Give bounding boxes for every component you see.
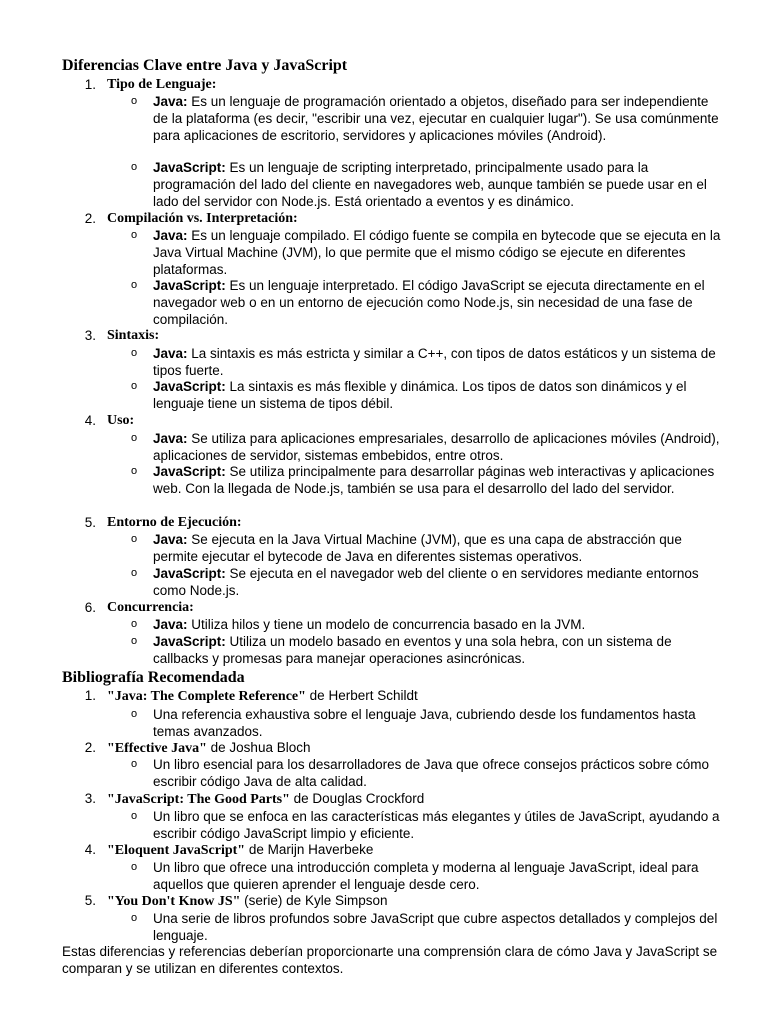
list-subitem	[153, 616, 723, 633]
book-title: "You Don't Know JS"	[107, 894, 241, 909]
subitem-text: Utiliza hilos y tiene un modelo de concurrencia basado en la JVM.	[187, 617, 586, 632]
book-description: Un libro que ofrece una introducción completa y moderna al lenguaje JavaScript, ideal para aquellos que quieren aprender el lenguaje desde cero.	[153, 860, 699, 892]
list-number: 4.	[84, 842, 96, 857]
subitem-label: JavaScript:	[153, 566, 226, 581]
subitem-label: JavaScript:	[153, 160, 226, 175]
book-author: de Marijn Haverbeke	[245, 842, 374, 857]
subitem-text: Es un lenguaje compilado. El código fuente se compila en bytecode que se ejecuta en la Java Virtual Machine (JVM), lo que permite que el mismo código se ejecute en diferentes plataformas.	[153, 228, 721, 277]
list-item-title: Tipo de Lenguaje:	[107, 77, 217, 92]
book-author: de Douglas Crockford	[289, 791, 425, 806]
list-subitem	[153, 633, 723, 667]
list-subitem	[153, 430, 723, 464]
subitem-text: Es un lenguaje interpretado. El código JavaScript se ejecuta directamente en el navegador web o en un entorno de ejecución como Node.js, sin necesidad de una fase de compilación.	[153, 278, 705, 327]
subitem-text: Se ejecuta en la Java Virtual Machine (JVM), que es una capa de abstracción que permite ejecutar el bytecode de Java en diferentes sistemas operativos.	[153, 532, 682, 564]
list-item-title: Compilación vs. Interpretación:	[107, 211, 298, 226]
book-description: Un libro esencial para los desarrolladores de Java que ofrece consejos prácticos sobre cómo escribir código Java de alta calidad.	[153, 757, 710, 789]
list-subitem	[153, 531, 723, 565]
list-subitem	[153, 345, 723, 379]
subitem-text: Se utiliza para aplicaciones empresariales, desarrollo de aplicaciones móviles (Android), aplicaciones de servidor, sistemas embebidos, entre otros.	[153, 431, 720, 463]
book-entry	[107, 687, 418, 705]
subitem-label: Java:	[153, 532, 188, 547]
list-item-title: Sintaxis:	[107, 328, 160, 343]
subitem-label: JavaScript:	[153, 634, 226, 649]
subitem-label: JavaScript:	[153, 278, 226, 293]
book-description: Una referencia exhaustiva sobre el lenguaje Java, cubriendo desde los fundamentos hasta temas avanzados.	[153, 707, 696, 739]
list-number: 1.	[84, 77, 96, 92]
book-entry	[107, 892, 387, 910]
list-item-title: Entorno de Ejecución:	[107, 515, 242, 530]
list-number: 3.	[84, 791, 96, 806]
book-title: "Effective Java"	[107, 741, 207, 756]
list-number: 4.	[84, 413, 96, 428]
list-item-title: Concurrencia:	[107, 600, 194, 615]
book-description: Un libro que se enfoca en las características más elegantes y útiles de JavaScript, ayudando a escribir código JavaScript limpio y eficiente.	[153, 809, 720, 841]
bullet-marker: o	[131, 533, 138, 545]
bullet-marker: o	[131, 279, 138, 291]
list-number: 5.	[84, 893, 96, 908]
subitem-text: La sintaxis es más estricta y similar a C++, con tipos de datos estáticos y un sistema de tipos fuerte.	[153, 346, 716, 378]
bullet-marker: o	[131, 861, 138, 873]
subitem-label: Java:	[153, 94, 188, 109]
subitem-text: Utiliza un modelo basado en eventos y una sola hebra, con un sistema de callbacks y promesas para manejar operaciones asincrónicas.	[153, 634, 672, 666]
book-entry	[107, 790, 424, 808]
section-heading: Diferencias Clave entre Java y JavaScript	[62, 57, 348, 74]
bullet-marker: o	[131, 635, 138, 647]
book-entry	[107, 739, 310, 757]
book-title: "JavaScript: The Good Parts"	[107, 792, 290, 807]
book-title: "Eloquent JavaScript"	[107, 843, 246, 858]
book-description: Una serie de libros profundos sobre JavaScript que cubre aspectos detallados y complejos del lenguaje.	[153, 911, 718, 943]
book-entry	[107, 841, 373, 859]
list-number: 6.	[84, 600, 96, 615]
subitem-label: Java:	[153, 431, 188, 446]
book-title: "Java: The Complete Reference"	[107, 689, 306, 704]
bullet-marker: o	[131, 567, 138, 579]
bullet-marker: o	[131, 229, 138, 241]
list-number: 1.	[84, 688, 96, 703]
list-subitem	[153, 159, 723, 210]
list-subitem	[153, 463, 723, 497]
book-author: de Joshua Bloch	[206, 740, 311, 755]
subitem-text: Se ejecuta en el navegador web del cliente o en servidores mediante entornos como Node.js.	[153, 566, 699, 598]
list-subitem	[153, 93, 723, 144]
bullet-marker: o	[131, 465, 138, 477]
bullet-marker: o	[131, 618, 138, 630]
book-author: de Herbert Schildt	[305, 688, 418, 703]
bullet-marker: o	[131, 347, 138, 359]
list-subitem	[153, 378, 723, 412]
list-number: 2.	[84, 211, 96, 226]
bullet-marker: o	[131, 432, 138, 444]
list-subitem	[153, 227, 723, 278]
list-subitem	[153, 277, 723, 328]
list-number: 3.	[84, 328, 96, 343]
book-author: (serie) de Kyle Simpson	[240, 893, 388, 908]
subitem-text: La sintaxis es más flexible y dinámica. Los tipos de datos son dinámicos y el lenguaje tiene un sistema de tipos débil.	[153, 379, 687, 411]
subitem-label: Java:	[153, 228, 188, 243]
bullet-marker: o	[131, 708, 138, 720]
bullet-marker: o	[131, 161, 138, 173]
subitem-label: JavaScript:	[153, 379, 226, 394]
list-number: 5.	[84, 515, 96, 530]
subitem-text: Es un lenguaje de programación orientado a objetos, diseñado para ser independiente de la plataforma (es decir, "escribir una vez, ejecutar en cualquier lugar"). Se usa comúnmente para aplicaciones de escritorio, servidores y aplicaciones móviles (Android).	[153, 94, 719, 143]
bullet-marker: o	[131, 810, 138, 822]
bullet-marker: o	[131, 95, 138, 107]
section-heading: Bibliografía Recomendada	[62, 669, 245, 686]
list-number: 2.	[84, 740, 96, 755]
bullet-marker: o	[131, 758, 138, 770]
subitem-label: JavaScript:	[153, 464, 226, 479]
closing-paragraph: Estas diferencias y referencias deberían proporcionarte una comprensión clara de cómo Java y JavaScript se comparan y se utilizan en diferentes contextos.	[62, 944, 718, 976]
list-item-title: Uso:	[107, 413, 135, 428]
list-subitem	[153, 565, 723, 599]
subitem-text: Es un lenguaje de scripting interpretado, principalmente usado para la programación del lado del cliente en navegadores web, aunque también se puede usar en el lado del servidor con Node.js. Está orientado a eventos y es dinámico.	[153, 160, 707, 209]
bullet-marker: o	[131, 912, 138, 924]
subitem-label: Java:	[153, 346, 188, 361]
subitem-text: Se utiliza principalmente para desarrollar páginas web interactivas y aplicaciones web. Con la llegada de Node.js, también se usa para el desarrollo del lado del servidor.	[153, 464, 715, 496]
bullet-marker: o	[131, 380, 138, 392]
subitem-label: Java:	[153, 617, 188, 632]
